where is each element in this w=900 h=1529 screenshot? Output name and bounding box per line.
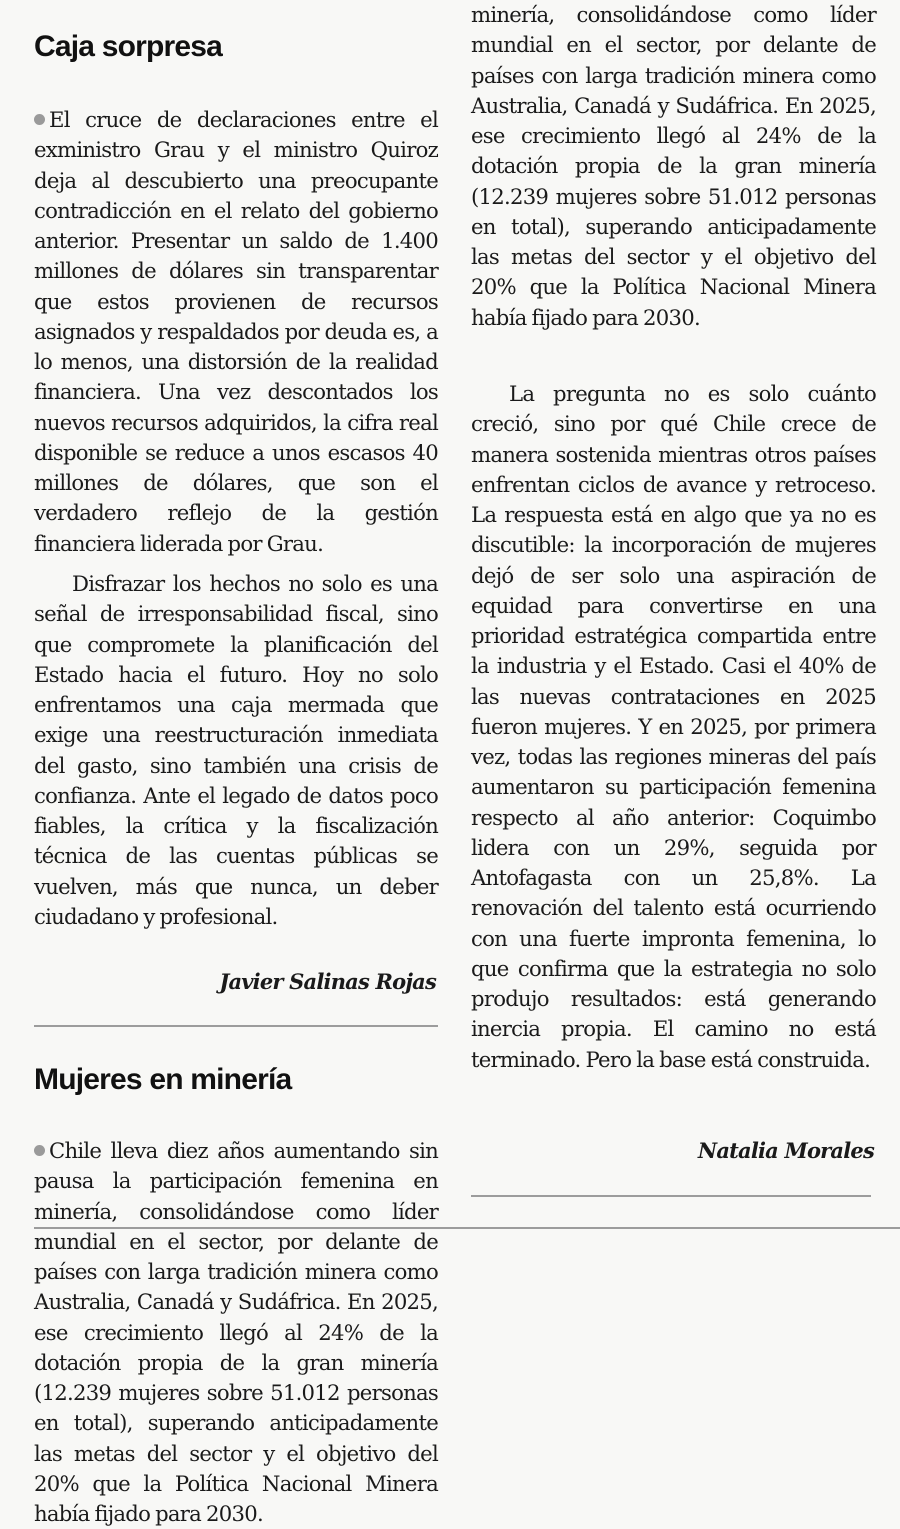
bullet-icon: [34, 1145, 45, 1156]
article-title-mujeres-en-mineria: Mujeres en minería: [34, 1063, 292, 1096]
bullet-icon: [34, 114, 45, 125]
page-bottom-rule: [34, 1227, 900, 1229]
article-title-caja-sorpresa: Caja sorpresa: [34, 30, 223, 63]
paragraph-text-continuation: minería, consolidándose como líder mundial en el sector, por delante de países con larga tradición minera como Australia, Canadá y Sudáfrica. En 2025, ese crecimiento llegó al 24% de la dotación propia de la gran minería (12.239 mujeres sobre 51.012 personas en total), superando anticipadamente las metas del sector y el objetivo del 20% que la Política Nacional Minera había fijado para 2030.: [471, 2, 876, 330]
right-column-continuation-window: [471, 0, 876, 372]
paragraph-text: Chile lleva diez años aumentando sin pausa la participación femenina en minería, consolidándose como líder mundial en el sector, por delante de países con larga tradición minera como Australia, Canadá y Sudáfrica. En 2025, ese crecimiento llegó al 24% de la dotación propia de la gran minería (12.239 mujeres sobre 51.012 personas en total), superando anticipadamente las metas del sector y el objetivo del 20% que la Política Nacional Minera había fijado para 2030.: [34, 1138, 438, 1526]
article-mujeres-paragraph-2: La pregunta no es solo cuánto creció, sino por qué Chile crece de manera sostenida mientras otros países enfrentan ciclos de avance y retroceso. La respuesta está en algo que ya no es discutible: la incorporación de mujeres dejó de ser solo una aspiración de equidad para convertirse en una prioridad estratégica compartida entre la industria y el Estado. Casi el 40% de las nuevas contrataciones en 2025 fueron mujeres. Y en 2025, por primera vez, todas las regiones mineras del país aumentaron su participación femenina respecto al año anterior: Coquimbo lidera con un 29%, seguida por Antofagasta con un 25,8%. La renovación del talento está ocurriendo con una fuerte impronta femenina, lo que confirma que la estrategia no solo produjo resultados: está generando inercia propia. El camino no está terminado. Pero la base está construida.: [471, 381, 876, 1072]
article-caja-sorpresa-paragraph-1: [34, 105, 438, 559]
author-byline-javier-salinas-rojas: Javier Salinas Rojas: [219, 969, 436, 994]
article-mujeres-paragraph-1-continuation: [471, 0, 876, 333]
left-column-clip: [34, 1136, 438, 1526]
column-end-divider: [471, 1195, 871, 1197]
author-byline-natalia-morales: Natalia Morales: [697, 1138, 874, 1163]
article-caja-sorpresa-paragraph-2: Disfrazar los hechos no solo es una señal de irresponsabilidad fiscal, sino que compromete la planificación del Estado hacia el futuro. Hoy no solo enfrentamos una caja mermada que exige una reestructuración inmediata del gasto, sino también una crisis de confianza. Ante el legado de datos poco fiables, la crítica y la fiscalización técnica de las cuentas públicas se vuelven, más que nunca, un deber ciudadano y profesional.: [34, 571, 438, 929]
article-mujeres-paragraph-1-start: [34, 1136, 438, 1529]
section-divider: [34, 1025, 438, 1027]
paragraph-text: El cruce de declaraciones entre el exministro Grau y el ministro Quiroz deja al descubierto una preocupante contradicción en el relato del gobierno anterior. Presentar un saldo de 1.400 millones de dólares sin transparentar que estos provienen de recursos asignados y respaldados por deuda es, a lo menos, una distorsión de la realidad financiera. Una vez descontados los nuevos recursos adquiridos, la cifra real disponible se reduce a unos escasos 40 millones de dólares, que son el verdadero reflejo de la gestión financiera liderada por Grau.: [34, 107, 438, 556]
